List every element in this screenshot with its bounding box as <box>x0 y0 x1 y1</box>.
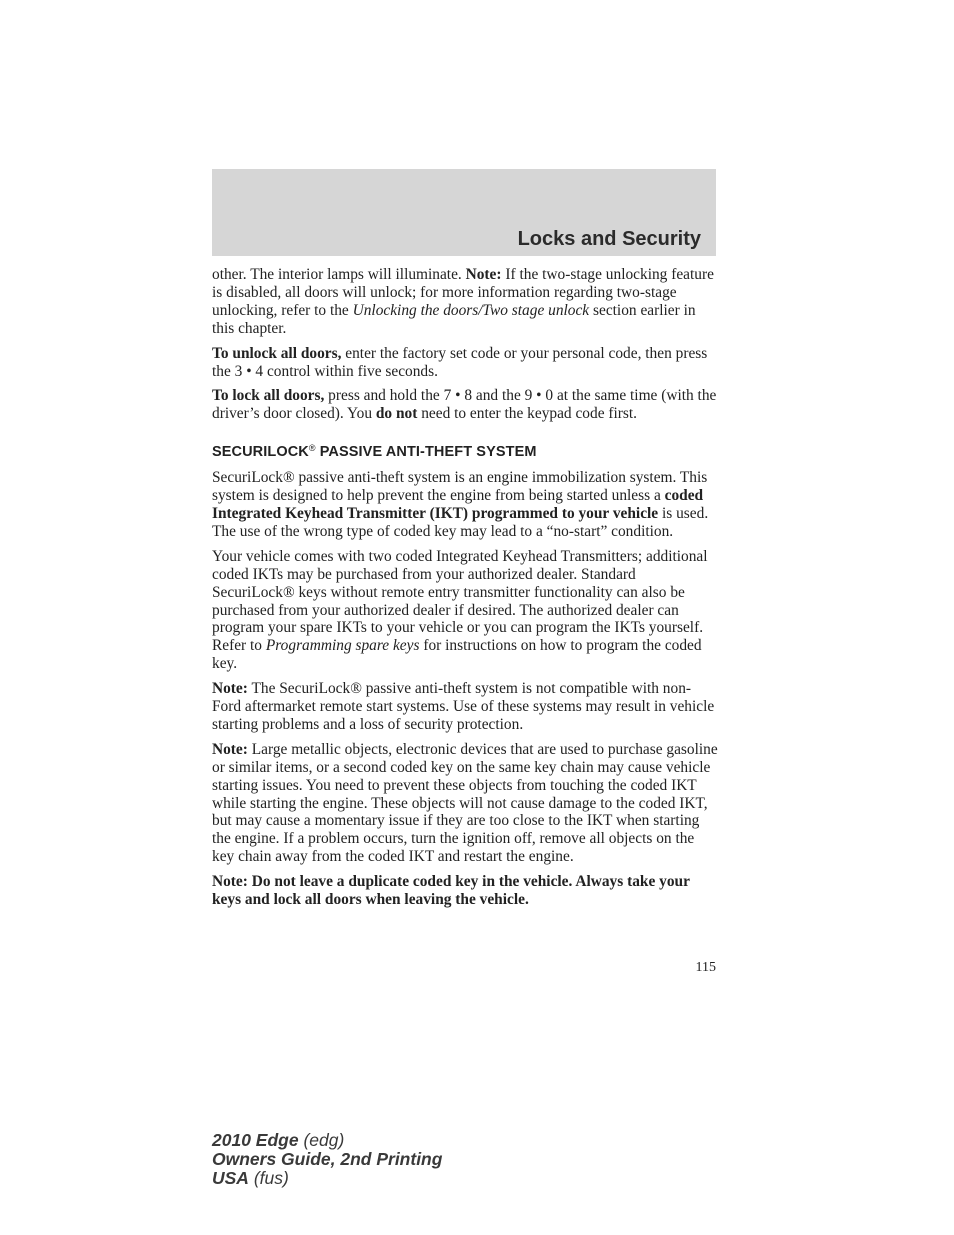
footer-edition-info <box>212 1131 442 1188</box>
heading-text: SECURILOCK <box>212 444 309 461</box>
footer-market: USA <box>212 1168 249 1188</box>
cross-reference: Programming spare keys <box>265 637 420 655</box>
paragraph-coded-keys <box>212 548 718 673</box>
lead-in: To unlock all doors, <box>212 344 342 362</box>
paragraph-unlock-all-doors <box>212 345 718 381</box>
text: SecuriLock® passive anti-theft system is an engine immobilization system. This system is designed to help prevent the engine from being started unless a <box>212 469 708 505</box>
text: press and hold the 7 • 8 and the 9 • 0 at the same time (with the driver’s door closed). You <box>212 387 717 423</box>
text: section earlier in this chapter. <box>212 301 696 337</box>
note-label: Note: <box>465 266 502 283</box>
paragraph-note-duplicate-key <box>212 873 718 909</box>
note-label: Note: <box>212 740 248 758</box>
text: is used. The use of the wrong type of coded key may lead to a “no-start” condition. <box>212 504 709 540</box>
footer-model-code: (edg) <box>298 1130 345 1150</box>
emphasis: coded Integrated Keyhead Transmitter (IKT) programmed to your vehicle <box>212 487 704 522</box>
text: for instructions on how to program the coded key. <box>212 637 702 673</box>
paragraph-securilock-intro <box>212 469 718 541</box>
text: enter the factory set code or your personal code, then press the 3 • 4 control within five seconds. <box>212 344 708 380</box>
section-header-bar <box>212 169 716 256</box>
paragraph-1 <box>212 266 718 338</box>
text: Your vehicle comes with two coded Integrated Keyhead Transmitters; additional coded IKTs may be purchased from your authorized dealer. Standard SecuriLock® keys without remote entry transmitter functionality can also be purchased from your authorized dealer if desired. The authorized dealer can program your spare IKTs to your vehicle or you can program the IKTs yourself. Refer to <box>212 547 708 655</box>
paragraph-note-metallic-objects <box>212 741 718 866</box>
lead-in: To lock all doors, <box>212 387 325 405</box>
section-title: Locks and Security <box>517 228 701 250</box>
securilock-heading <box>212 440 718 462</box>
warning-text: Note: Do not leave a duplicate coded key in the vehicle. Always take your keys and lock all doors when leaving the vehicle. <box>212 873 690 909</box>
text: other. The interior lamps will illuminate. <box>212 266 466 283</box>
paragraph-note-remote-start <box>212 680 718 734</box>
text: If the two-stage unlocking feature is disabled, all doors will unlock; for more information regarding two-stage unlocking, refer to the <box>212 266 714 319</box>
page-number: 115 <box>695 960 716 975</box>
footer-line-model <box>212 1131 442 1150</box>
text: Large metallic objects, electronic devices that are used to purchase gasoline or similar items, or a second coded key on the same key chain may cause vehicle starting issues. You need to prevent these objects from touching the coded IKT while starting the engine. These objects will not cause damage to the coded IKT, but may cause a momentary issue if they are too close to the IKT when starting the engine. If a problem occurs, turn the ignition off, remove all objects on the key chain away from the coded IKT and restart the engine. <box>212 740 718 866</box>
text: The SecuriLock® passive anti-theft system is not compatible with non-Ford aftermarket remote start systems. Use of these systems may result in vehicle starting problems and a loss of security protection. <box>212 680 715 733</box>
registered-mark: ® <box>308 443 316 454</box>
cross-reference: Unlocking the doors/Two stage unlock <box>352 301 590 319</box>
heading-text: PASSIVE ANTI-THEFT SYSTEM <box>315 444 537 461</box>
footer-market-code: (fus) <box>248 1168 289 1188</box>
footer-model: 2010 Edge <box>212 1130 299 1150</box>
paragraph-lock-all-doors <box>212 387 718 423</box>
page-content <box>212 266 718 916</box>
footer-line-printing: Owners Guide, 2nd Printing <box>212 1149 443 1169</box>
emphasis: do not <box>375 405 418 423</box>
note-label: Note: <box>212 680 248 698</box>
text: need to enter the keypad code first. <box>417 405 638 423</box>
footer-line-market <box>212 1169 442 1188</box>
